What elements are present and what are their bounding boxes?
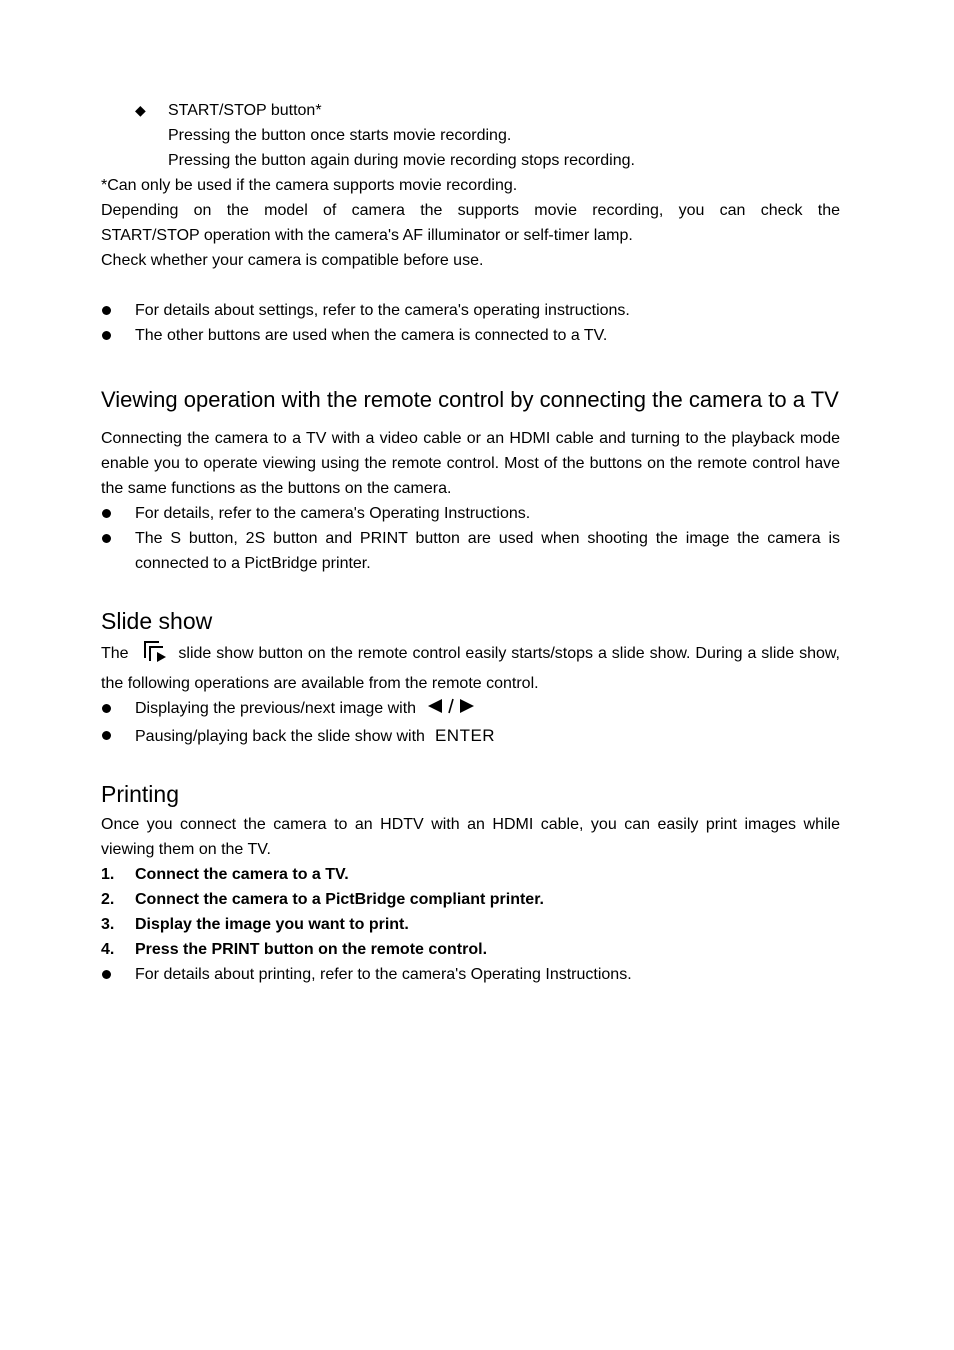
list-item: The other buttons are used when the camera is connected to a TV. <box>101 323 840 348</box>
bullet-dot-icon <box>102 970 111 979</box>
printing-bullet-list <box>101 962 840 987</box>
printing-steps <box>101 862 840 962</box>
viewing-paragraph: Connecting the camera to a TV with a video cable or an HDMI cable and turning to the playback mode enable you to operate viewing using the remote control. Most of the buttons on the remote control have the same functions as the buttons on the camera. <box>101 430 840 497</box>
step-item: 1. Connect the camera to a TV. <box>101 866 349 883</box>
manual-page <box>101 98 840 987</box>
list-item: Displaying the previous/next image with <box>101 696 840 723</box>
viewing-bullet-list <box>101 501 840 576</box>
bullet-dot-icon <box>102 731 111 740</box>
enter-key-label: ENTER <box>434 726 496 745</box>
start-stop-line-1: Pressing the button once starts movie recording. <box>168 127 512 144</box>
bullet-dot-icon <box>102 306 111 315</box>
step-item: 3. Display the image you want to print. <box>101 916 409 933</box>
printing-heading: Printing <box>101 781 179 807</box>
bullet-dot-icon <box>102 509 111 518</box>
depending-line-2: START/STOP operation with the camera's AF illuminator or self-timer lamp. <box>101 227 633 244</box>
slideshow-bullet-list <box>101 696 840 749</box>
slideshow-icon <box>142 639 168 671</box>
step-item: 4. Press the PRINT button on the remote control. <box>101 941 488 958</box>
diamond-bullet-icon: ◆ <box>135 102 146 118</box>
slideshow-paragraph: The slide show button on the remote control easily starts/stops a slide show. During a slide show, the following operations are available from the remote control. <box>101 639 840 696</box>
bullet-dot-icon <box>102 534 111 543</box>
list-item: For details, refer to the camera's Operating Instructions. <box>101 501 840 526</box>
asterisk-note: *Can only be used if the camera supports movie recording. <box>101 177 518 194</box>
list-item: For details about printing, refer to the camera's Operating Instructions. <box>101 962 840 987</box>
start-stop-line-2: Pressing the button again during movie recording stops recording. <box>168 152 635 169</box>
start-stop-heading: ◆ START/STOP button* <box>101 98 840 123</box>
list-item: Pausing/playing back the slide show with ENTER <box>101 723 840 749</box>
viewing-heading: Viewing operation with the remote control by connecting the camera to a TV <box>101 387 839 412</box>
slideshow-heading: Slide show <box>101 608 213 634</box>
printing-paragraph: Once you connect the camera to an HDTV with an HDMI cable, you can easily print images while viewing them on the TV. <box>101 816 840 858</box>
prev-next-arrows-icon <box>426 697 482 723</box>
bullet-dot-icon <box>102 331 111 340</box>
compatibility-note: Check whether your camera is compatible before use. <box>101 252 484 269</box>
bullet-dot-icon <box>102 704 111 713</box>
list-item: The S button, 2S button and PRINT button are used when shooting the image the camera is connected to a PictBridge printer. <box>101 526 840 576</box>
step-item: 2. Connect the camera to a PictBridge compliant printer. <box>101 891 544 908</box>
depending-line-1: Depending on the model of camera the supports movie recording, you can check the <box>101 202 840 219</box>
settings-bullet-list <box>101 298 840 348</box>
list-item: For details about settings, refer to the camera's operating instructions. <box>101 298 840 323</box>
